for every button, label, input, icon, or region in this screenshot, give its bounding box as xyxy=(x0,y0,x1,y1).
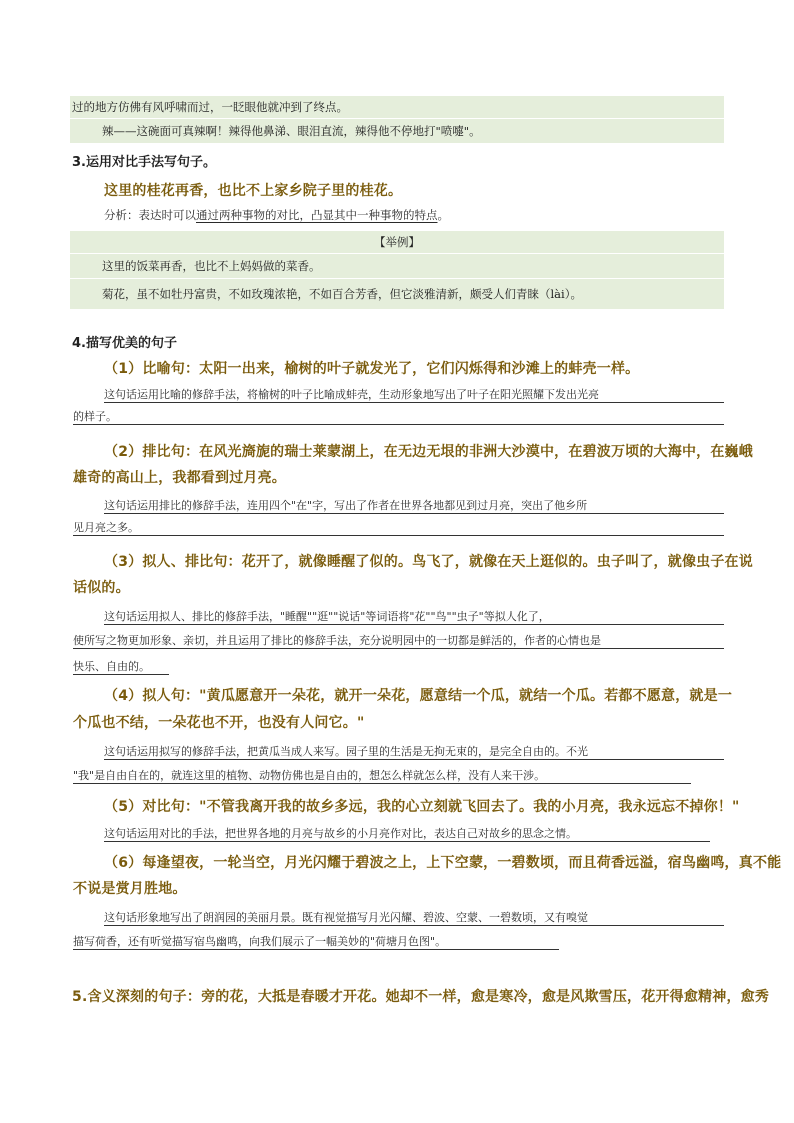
example-box xyxy=(70,231,724,309)
item-3-rule-2 xyxy=(73,648,724,649)
item-6-rule-2 xyxy=(73,949,559,950)
item-6-line-2: 不说是赏月胜地。 xyxy=(73,881,187,897)
item-1-rule-2 xyxy=(73,424,724,425)
item-1-rule-1 xyxy=(104,402,724,403)
item-3-note-3: 快乐、自由的。 xyxy=(73,660,150,673)
item-4-rule-2 xyxy=(73,783,691,784)
item-6-line-1: （6）每逢望夜，一轮当空，月光闪耀于碧波之上，上下空蒙，一碧数顷，而且荷香远溢，宿鸟幽鸣，真不能 xyxy=(104,855,782,871)
item-4-line-1: （4）拟人句："黄瓜愿意开一朵花，就开一朵花，愿意结一个瓜，就结一个瓜。若都不愿意，就是一 xyxy=(104,688,733,704)
item-4-note-2: "我"是自由自在的，就连这里的植物、动物仿佛也是自由的，想怎么样就怎么样，没有人来干涉。 xyxy=(73,769,546,782)
item-6-rule-1 xyxy=(104,925,724,926)
section-3-analysis xyxy=(104,207,724,223)
example-1: 这里的饭菜再香，也比不上妈妈做的菜香。 xyxy=(70,254,724,279)
section-3-heading: 3.运用对比手法写句子。 xyxy=(72,155,216,170)
item-4-line-2: 个瓜也不结，一朵花也不开，也没有人问它。" xyxy=(73,715,365,731)
item-2-note-1: 这句话运用排比的修辞手法，连用四个"在"字，写出了作者在世界各地都见到过月亮，突出了他乡所 xyxy=(104,499,588,512)
example-2: 菊花，虽不如牡丹富贵，不如玫瑰浓艳，不如百合芳香，但它淡雅清新，颇受人们青睐（lài）。 xyxy=(102,287,582,301)
item-2-rule-1 xyxy=(104,513,724,514)
top-example-box xyxy=(70,96,724,143)
top-box-line-1: 过的地方仿佛有风呼啸而过，一眨眼他就冲到了终点。 xyxy=(70,96,724,119)
section-3-sentence: 这里的桂花再香，也比不上家乡院子里的桂花。 xyxy=(104,183,403,199)
analysis-suffix: 。 xyxy=(437,208,449,222)
item-3-rule-3 xyxy=(73,674,169,675)
item-3-line-1: （3）拟人、排比句：花开了，就像睡醒了似的。鸟飞了，就像在天上逛似的。虫子叫了，就像虫子在说 xyxy=(104,554,753,570)
example-title: 【举例】 xyxy=(70,231,724,254)
analysis-prefix: 分析：表达时可以 xyxy=(104,208,196,222)
section-4-heading: 4.描写优美的句子 xyxy=(72,336,177,351)
item-1-note-1: 这句话运用比喻的修辞手法，将榆树的叶子比喻成蚌壳，生动形象地写出了叶子在阳光照耀下发出光亮 xyxy=(104,388,599,401)
item-5-note-1: 这句话运用对比的手法，把世界各地的月亮与故乡的小月亮作对比，表达自己对故乡的思念之情。 xyxy=(104,827,577,840)
item-6-note-2: 描写荷香，还有听觉描写宿鸟幽鸣，向我们展示了一幅美妙的"荷塘月色图"。 xyxy=(73,935,447,948)
item-3-line-2: 话似的。 xyxy=(73,580,130,596)
item-5-line-1: （5）对比句："不管我离开我的故乡多远，我的心立刻就飞回去了。我的小月亮，我永远忘不掉你！" xyxy=(104,799,740,815)
analysis-key-phrase: 通过两种事物的对比，凸显其中一种事物的特点 xyxy=(196,208,438,222)
item-4-rule-1 xyxy=(104,759,724,760)
item-6-note-1: 这句话形象地写出了朗润园的美丽月景。既有视觉描写月光闪耀、碧波、空蒙、一碧数顷，又有嗅觉 xyxy=(104,911,588,924)
top-box-line-2: 辣——这碗面可真辣啊！辣得他鼻涕、眼泪直流，辣得他不停地打"喷嚏"。 xyxy=(102,124,481,138)
section-5-heading: 5.含义深刻的句子： xyxy=(72,989,202,1005)
item-2-line-1: （2）排比句：在风光旖旎的瑞士莱蒙湖上，在无边无垠的非洲大沙漠中，在碧波万顷的大海中，在巍峨 xyxy=(104,444,753,460)
section-5-text: 旁的花，大抵是春暖才开花。她却不一样，愈是寒冷，愈是风欺雪压，花开得愈精神，愈秀 xyxy=(201,989,770,1005)
item-2-rule-2 xyxy=(73,535,724,536)
item-4-note-1: 这句话运用拟写的修辞手法，把黄瓜当成人来写。园子里的生活是无拘无束的，是完全自由的。不光 xyxy=(104,745,588,758)
item-3-rule-1 xyxy=(104,624,724,625)
item-2-note-2: 见月亮之多。 xyxy=(73,521,139,534)
item-5-rule-1 xyxy=(104,841,710,842)
item-1-line-1: （1）比喻句：太阳一出来，榆树的叶子就发光了，它们闪烁得和沙滩上的蚌壳一样。 xyxy=(104,361,640,377)
section-5 xyxy=(72,986,769,1006)
item-3-note-2: 使所写之物更加形象、亲切，并且运用了排比的修辞手法，充分说明园中的一切都是鲜活的，作者的心情也是 xyxy=(73,634,601,647)
item-1-note-2: 的样子。 xyxy=(73,410,117,423)
item-2-line-2: 雄奇的高山上，我都看到过月亮。 xyxy=(73,470,286,486)
item-3-note-1: 这句话运用拟人、排比的修辞手法，"睡醒""逛""说话"等词语将"花""鸟""虫子"等拟人化了， xyxy=(104,610,550,623)
